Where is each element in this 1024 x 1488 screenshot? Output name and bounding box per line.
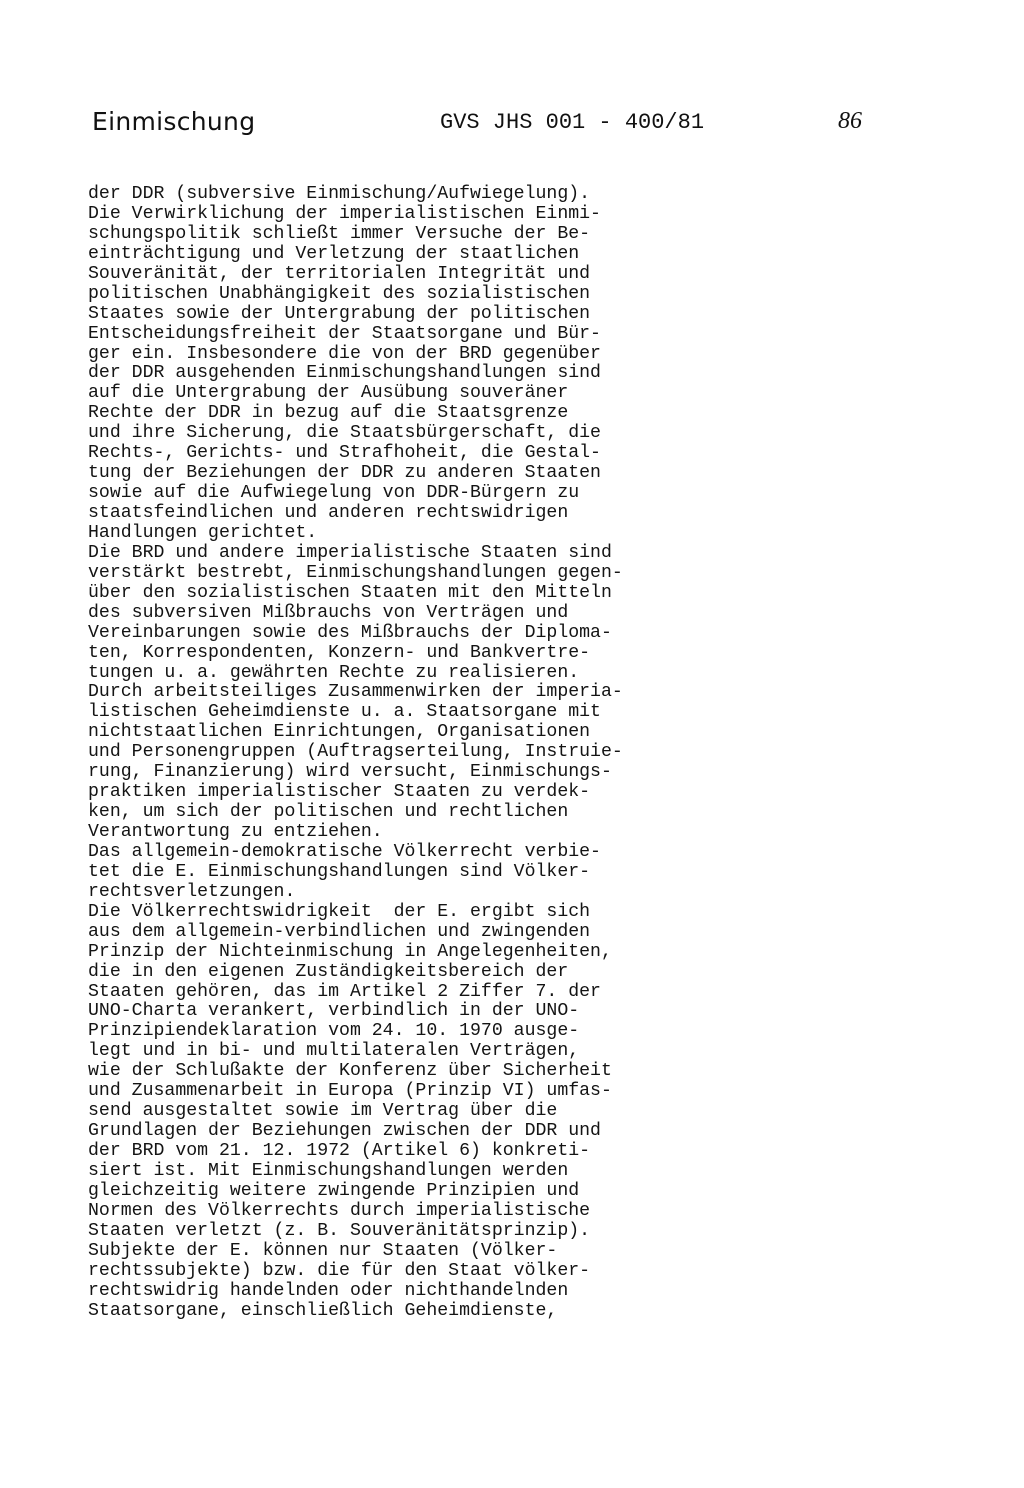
page-header-title: Einmischung: [92, 107, 256, 136]
text-line: des subversiven Mißbrauchs von Verträgen und: [88, 602, 569, 623]
text-line: Grundlagen der Beziehungen zwischen der DDR und: [88, 1121, 601, 1142]
document-code: GVS JHS 001 - 400/81: [440, 110, 705, 135]
text-line: der DDR (subversive Einmischung/Aufwiegelung).: [88, 184, 591, 204]
text-line: der BRD vom 21. 12. 1972 (Artikel 6) konkreti-: [88, 1141, 591, 1161]
text-line: Verantwortung zu entziehen.: [88, 822, 383, 842]
text-line: politischen Unabhängigkeit des sozialistischen: [88, 283, 591, 304]
text-line: gleichzeitig weitere zwingende Prinzipien und: [88, 1180, 580, 1201]
page-number: 86: [838, 108, 862, 134]
text-line: tungen u. a. gewährten Rechte zu realisieren.: [88, 662, 580, 683]
text-line: die in den eigenen Zuständigkeitsbereich der: [88, 961, 569, 982]
text-line: rechtsverletzungen.: [88, 881, 296, 902]
text-line: tung der Beziehungen der DDR zu anderen Staaten: [88, 463, 601, 484]
text-line: einträchtigung und Verletzung der staatlichen: [88, 243, 580, 264]
text-line: und ihre Sicherung, die Staatsbürgerschaft, die: [88, 423, 601, 444]
text-line: Rechts-, Gerichts- und Strafhoheit, die Gestal-: [88, 443, 601, 464]
text-line: Vereinbarungen sowie des Mißbrauchs der Diploma-: [88, 622, 612, 643]
text-line: verstärkt bestrebt, Einmischungshandlungen gegen-: [88, 562, 623, 583]
text-line: Subjekte der E. können nur Staaten (Völker-: [88, 1240, 558, 1261]
text-line: Normen des Völkerrechts durch imperialistische: [88, 1200, 591, 1221]
text-line: und Personengruppen (Auftragserteilung, Instruie-: [88, 742, 623, 763]
text-line: Das allgemein-demokratische Völkerrecht verbie-: [88, 841, 601, 862]
text-line: Staatsorgane, einschließlich Geheimdienste,: [88, 1300, 558, 1321]
text-line: nichtstaatlichen Einrichtungen, Organisationen: [88, 722, 591, 743]
text-line: Prinzip der Nichteinmischung in Angelegenheiten,: [88, 941, 612, 962]
text-line: schungspolitik schließt immer Versuche der Be-: [88, 223, 591, 244]
text-line: ger ein. Insbesondere die von der BRD gegenüber: [88, 343, 601, 364]
text-line: Entscheidungsfreiheit der Staatsorgane und Bür-: [88, 323, 601, 344]
text-line: legt und in bi- und multilateralen Verträgen,: [88, 1041, 580, 1062]
text-line: Handlungen gerichtet.: [88, 522, 318, 543]
text-line: aus dem allgemein-verbindlichen und zwingenden: [88, 921, 591, 942]
text-line: siert ist. Mit Einmischungshandlungen werden: [88, 1160, 569, 1181]
text-line: ken, um sich der politischen und rechtlichen: [88, 802, 569, 823]
text-line: Durch arbeitsteiliges Zusammenwirken der imperia-: [88, 682, 623, 703]
text-line: tet die E. Einmischungshandlungen sind Völker-: [88, 861, 591, 882]
body-text: [88, 185, 708, 1321]
text-line: Souveränität, der territorialen Integrität und: [88, 263, 591, 284]
text-line: wie der Schlußakte der Konferenz über Sicherheit: [88, 1061, 612, 1082]
text-line: auf die Untergrabung der Ausübung souveräner: [88, 383, 569, 404]
text-line: rechtssubjekte) bzw. die für den Staat völker-: [88, 1260, 591, 1281]
text-line: und Zusammenarbeit in Europa (Prinzip VI) umfas-: [88, 1081, 612, 1102]
text-line: Prinzipiendeklaration vom 24. 10. 1970 ausge-: [88, 1021, 580, 1042]
text-line: Staaten verletzt (z. B. Souveränitätsprinzip).: [88, 1220, 591, 1241]
text-line: Die Verwirklichung der imperialistischen Einmi-: [88, 203, 601, 224]
text-line: ten, Korrespondenten, Konzern- und Bankvertre-: [88, 642, 591, 663]
text-line: Staates sowie der Untergrabung der politischen: [88, 303, 591, 324]
text-line: listischen Geheimdienste u. a. Staatsorgane mit: [88, 702, 601, 723]
text-line: Staaten gehören, das im Artikel 2 Ziffer 7. der: [88, 981, 601, 1002]
text-line: sowie auf die Aufwiegelung von DDR-Bürgern zu: [88, 483, 580, 504]
text-line: rung, Finanzierung) wird versucht, Einmischungs-: [88, 762, 612, 783]
text-line: der DDR ausgehenden Einmischungshandlungen sind: [88, 363, 601, 384]
text-line: praktiken imperialistischer Staaten zu verdek-: [88, 782, 591, 803]
text-line: staatsfeindlichen und anderen rechtswidrigen: [88, 503, 569, 523]
text-line: send ausgestaltet sowie im Vertrag über die: [88, 1101, 558, 1122]
text-line: Die BRD und andere imperialistische Staaten sind: [88, 542, 612, 563]
text-line: rechtswidrig handelnden oder nichthandelnden: [88, 1280, 569, 1301]
text-line: über den sozialistischen Staaten mit den Mitteln: [88, 582, 612, 603]
text-line: Die Völkerrechtswidrigkeit der E. ergibt sich: [88, 901, 591, 922]
text-line: Rechte der DDR in bezug auf die Staatsgrenze: [88, 403, 569, 424]
text-line: UNO-Charta verankert, verbindlich in der UNO-: [88, 1001, 580, 1022]
